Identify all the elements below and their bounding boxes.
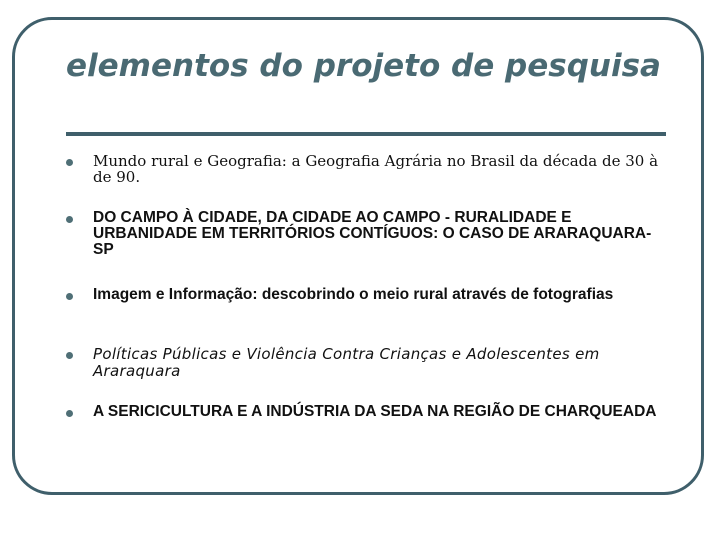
bullet-icon <box>66 159 73 166</box>
list-item-text: Imagem e Informação: descobrindo o meio rural através de fotografias <box>93 286 614 303</box>
bullet-icon <box>66 216 73 223</box>
list-item-text: Políticas Públicas e Violência Contra Crianças e Adolescentes em Araraquara <box>93 345 600 380</box>
list-item-text: Mundo rural e Geografia: a Geografia Agrária no Brasil da década de 30 à de 90. <box>93 152 659 186</box>
bullet-icon <box>66 293 73 300</box>
title-divider <box>66 132 666 136</box>
bullet-icon <box>66 352 73 359</box>
bullet-icon <box>66 410 73 417</box>
list-item-text: DO CAMPO À CIDADE, DA CIDADE AO CAMPO - RURALIDADE E URBANIDADE EM TERRITÓRIOS CONTÍGUOS: O CASO DE ARARAQUARA-SP <box>93 209 652 258</box>
list-item-text: A SERICICULTURA E A INDÚSTRIA DA SEDA NA REGIÃO DE CHARQUEADA <box>93 403 657 420</box>
slide-title: elementos do projeto de pesquisa <box>66 48 661 84</box>
